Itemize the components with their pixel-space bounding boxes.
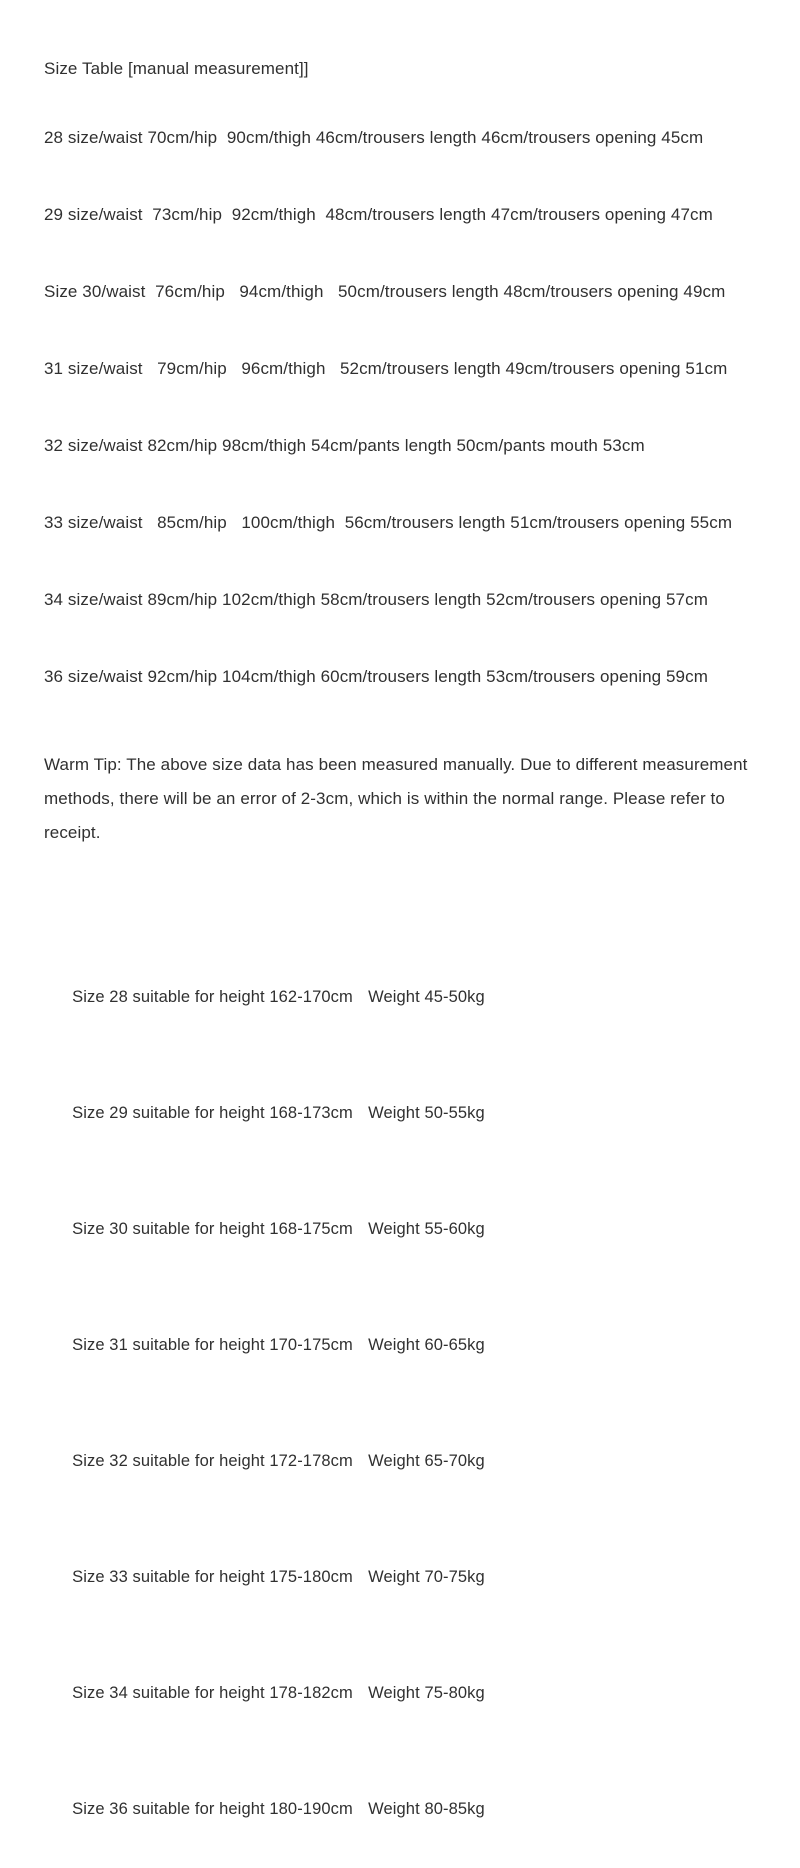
fit-row bbox=[44, 1171, 780, 1287]
fit-height: Size 30 suitable for height 168-175cm bbox=[72, 1219, 353, 1238]
size-row: 28 size/waist 70cm/hip 90cm/thigh 46cm/trousers length 46cm/trousers opening 45cm bbox=[44, 128, 704, 147]
fit-row bbox=[44, 1055, 780, 1171]
fit-weight: Weight 60-65kg bbox=[368, 1336, 485, 1355]
fit-weight: Weight 65-70kg bbox=[368, 1452, 485, 1471]
fit-height: Size 31 suitable for height 170-175cm bbox=[72, 1336, 353, 1355]
fit-weight: Weight 70-75kg bbox=[368, 1568, 485, 1587]
size-row: 33 size/waist 85cm/hip 100cm/thigh 56cm/trousers length 51cm/trousers opening 55cm bbox=[44, 513, 733, 532]
fit-weight: Weight 75-80kg bbox=[368, 1684, 485, 1703]
warm-tip-line: Warm Tip: The above size data has been measured manually. Due to different measurement bbox=[44, 755, 748, 774]
size-row: 34 size/waist 89cm/hip 102cm/thigh 58cm/trousers length 52cm/trousers opening 57cm bbox=[44, 590, 708, 609]
fit-weight: Weight 55-60kg bbox=[368, 1219, 485, 1238]
size-row: Size 30/waist 76cm/hip 94cm/thigh 50cm/trousers length 48cm/trousers opening 49cm bbox=[44, 282, 726, 301]
size-fit-list bbox=[44, 939, 780, 1868]
size-row: 29 size/waist 73cm/hip 92cm/thigh 48cm/trousers length 47cm/trousers opening 47cm bbox=[44, 205, 713, 224]
fit-row bbox=[44, 1636, 780, 1752]
fit-weight: Weight 80-85kg bbox=[368, 1800, 485, 1819]
fit-height: Size 32 suitable for height 172-178cm bbox=[72, 1452, 353, 1471]
fit-height: Size 34 suitable for height 178-182cm bbox=[72, 1684, 353, 1703]
fit-weight: Weight 50-55kg bbox=[368, 1103, 485, 1122]
fit-height: Size 36 suitable for height 180-190cm bbox=[72, 1800, 353, 1819]
size-measurement-list bbox=[44, 129, 780, 685]
fit-row bbox=[44, 1752, 780, 1868]
size-row: 32 size/waist 82cm/hip 98cm/thigh 54cm/pants length 50cm/pants mouth 53cm bbox=[44, 436, 645, 455]
fit-height: Size 33 suitable for height 175-180cm bbox=[72, 1568, 353, 1587]
fit-height: Size 29 suitable for height 168-173cm bbox=[72, 1103, 353, 1122]
warm-tip-note bbox=[44, 748, 780, 850]
size-row: 36 size/waist 92cm/hip 104cm/thigh 60cm/trousers length 53cm/trousers opening 59cm bbox=[44, 667, 708, 686]
fit-height: Size 28 suitable for height 162-170cm bbox=[72, 987, 353, 1006]
fit-row bbox=[44, 1403, 780, 1519]
fit-row bbox=[44, 939, 780, 1055]
page-title: Size Table [manual measurement]] bbox=[44, 59, 309, 78]
fit-row bbox=[44, 1287, 780, 1403]
fit-weight: Weight 45-50kg bbox=[368, 987, 485, 1006]
warm-tip-line: methods, there will be an error of 2-3cm, which is within the normal range. Please refer to receipt. bbox=[44, 789, 730, 842]
fit-row bbox=[44, 1520, 780, 1636]
size-row: 31 size/waist 79cm/hip 96cm/thigh 52cm/trousers length 49cm/trousers opening 51cm bbox=[44, 359, 728, 378]
